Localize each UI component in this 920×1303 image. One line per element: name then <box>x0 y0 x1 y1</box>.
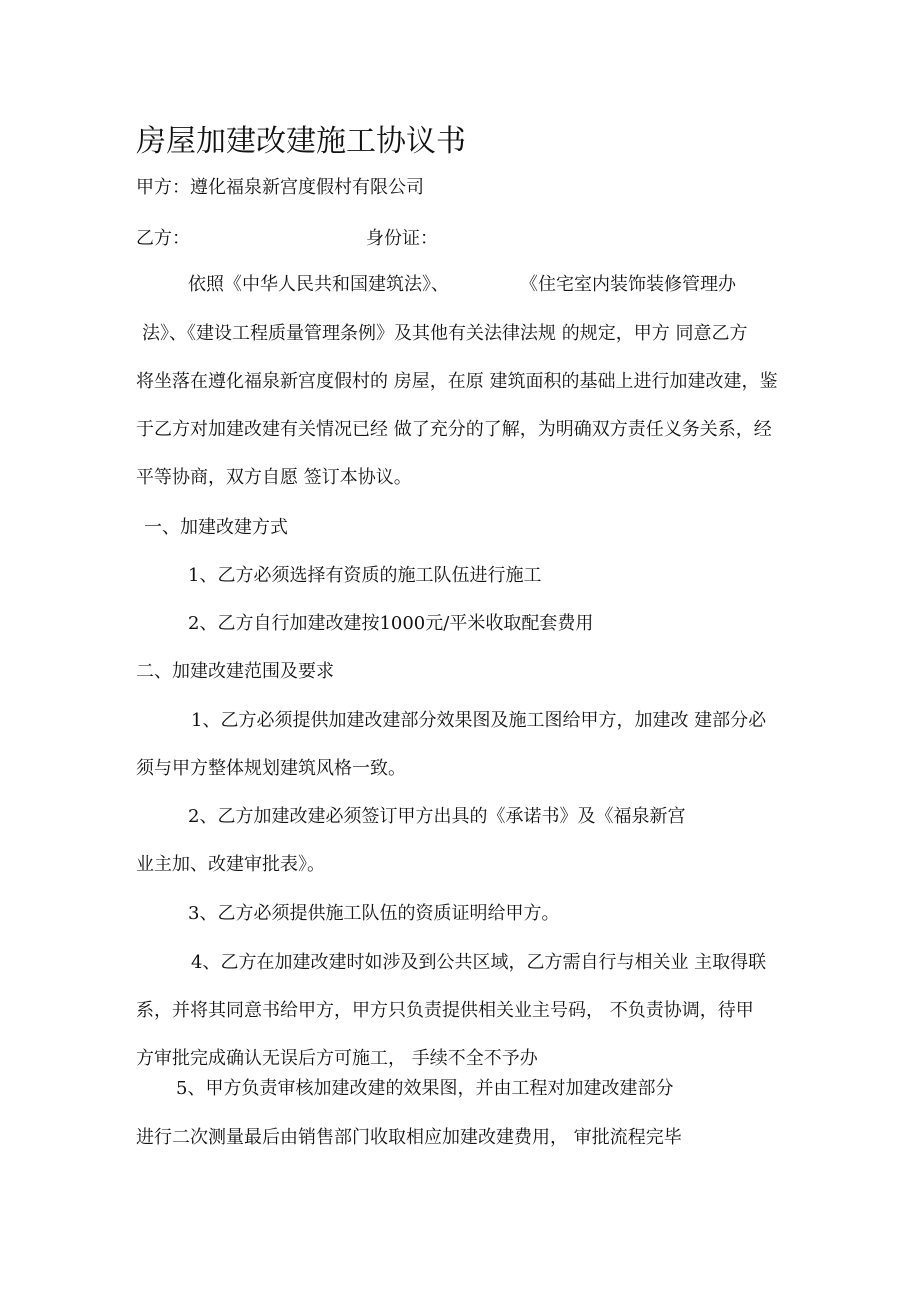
party-a-line <box>136 176 424 200</box>
section-2-item-4-line-2: 系，并将其同意书给甲方，甲方只负责提供相关业主号码， 不负责协调，待甲 <box>136 1000 754 1021</box>
intro-line-5: 平等协商，双方自愿 签订本协议。 <box>136 467 412 488</box>
intro-line-4: 于乙方对加建改建有关情况已经 做了充分的了解，为明确双方责任义务关系，经 <box>136 419 772 440</box>
section-2-item-2-line-1: 2、乙方加建改建必须签订甲方出具的《承诺书》及《福泉新宫 <box>188 806 686 827</box>
section-2-item-5-line-2: 进行二次测量最后由销售部门收取相应加建改建费用， 审批流程完毕 <box>136 1127 682 1148</box>
id-label: 身份证： <box>366 228 438 249</box>
intro-line-1a: 依照《中华人民共和国建筑法》、 <box>188 274 449 295</box>
document-title: 房屋加建改建施工协议书 <box>136 124 466 159</box>
section-2-heading: 二、加建改建范围及要求 <box>136 661 334 682</box>
section-2-item-1-line-1: 1、乙方必须提供加建改建部分效果图及施工图给甲方，加建改 建部分必 <box>191 710 767 731</box>
section-2-item-2-line-2: 业主加、改建审批表》。 <box>136 854 325 875</box>
intro-line-3: 将坐落在遵化福泉新宫度假村的 房屋，在原 建筑面积的基础上进行加建改建，鉴 <box>136 371 778 392</box>
section-1-item-1: 1、乙方必须选择有资质的施工队伍进行施工 <box>188 565 542 586</box>
intro-line-2: 法》、《建设工程质量管理条例》及其他有关法律法规 的规定，甲方 同意乙方 <box>142 323 748 344</box>
section-2-item-5-line-1: 5、甲方负责审核加建改建的效果图，并由工程对加建改建部分 <box>176 1078 674 1099</box>
party-a-value: 遵化福泉新宫度假村有限公司 <box>190 177 424 198</box>
section-1-heading: 一、加建改建方式 <box>144 517 288 538</box>
party-b-label: 乙方： <box>136 228 190 249</box>
section-2-item-4-line-1: 4、乙方在加建改建时如涉及到公共区域，乙方需自行与相关业 主取得联 <box>191 952 767 973</box>
section-1-item-2: 2、乙方自行加建改建按1000元/平米收取配套费用 <box>188 613 594 634</box>
section-2-item-1-line-2: 须与甲方整体规划建筑风格一致。 <box>136 758 406 779</box>
party-a-label: 甲方： <box>136 177 190 198</box>
section-2-item-4-line-3: 方审批完成确认无误后方可施工， 手续不全不予办 <box>136 1048 538 1069</box>
section-2-item-3: 3、乙方必须提供施工队伍的资质证明给甲方。 <box>188 903 560 924</box>
intro-line-1b: 《住宅室内装饰装修管理办 <box>520 274 736 295</box>
